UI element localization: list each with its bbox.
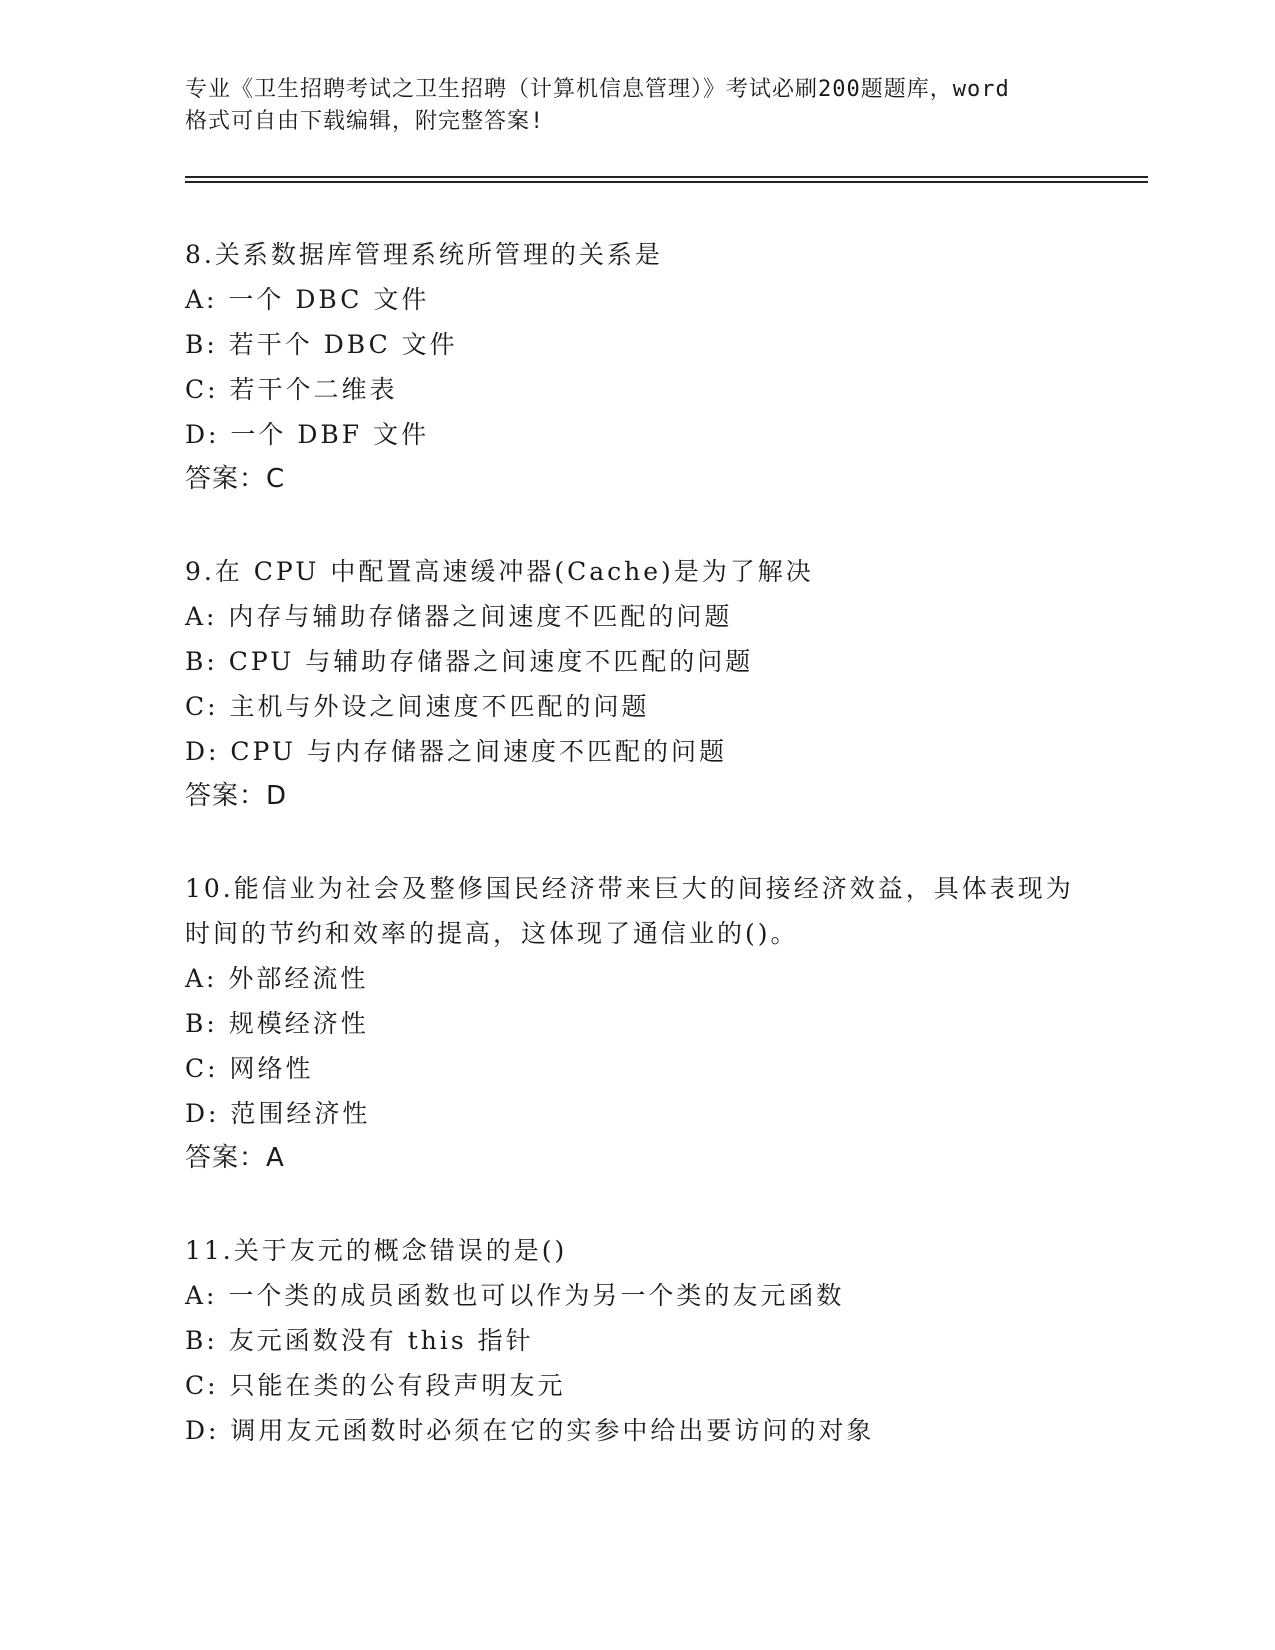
option-b: B: 规模经济性 <box>185 1009 369 1038</box>
question-stem: 9.在 CPU 中配置高速缓冲器(Cache)是为了解决 <box>185 557 814 586</box>
header-line-1: 专业《卫生招聘考试之卫生招聘（计算机信息管理）》考试必刷200题题库，word <box>185 77 1010 102</box>
option-d: D: 范围经济性 <box>185 1099 371 1128</box>
question-stem: 11.关于友元的概念错误的是() <box>185 1236 568 1265</box>
question-stem: 10.能信业为社会及整修国民经济带来巨大的间接经济效益，具体表现为时间的节约和效率的提高，这体现了通信业的()。 <box>185 874 1074 948</box>
option-a: A: 一个 DBC 文件 <box>185 285 430 314</box>
option-b: B: 若干个 DBC 文件 <box>185 330 458 359</box>
header-divider-top <box>185 176 1148 178</box>
option-b: B: 友元函数没有 this 指针 <box>185 1326 534 1355</box>
question-10 <box>185 866 1085 1181</box>
option-c: C: 只能在类的公有段声明友元 <box>185 1371 566 1400</box>
question-stem: 8.关系数据库管理系统所管理的关系是 <box>185 240 663 269</box>
option-c: C: 主机与外设之间速度不匹配的问题 <box>185 692 650 721</box>
option-c: C: 网络性 <box>185 1054 314 1083</box>
option-d: D: 调用友元函数时必须在它的实参中给出要访问的对象 <box>185 1416 875 1445</box>
option-d: D: CPU 与内存储器之间速度不匹配的问题 <box>185 737 727 766</box>
option-a: A: 内存与辅助存储器之间速度不匹配的问题 <box>185 602 733 631</box>
option-a: A: 外部经流性 <box>185 964 369 993</box>
answer-line: 答案：A <box>185 1143 285 1173</box>
document-header <box>185 74 1085 138</box>
option-b: B: CPU 与辅助存储器之间速度不匹配的问题 <box>185 647 754 676</box>
answer-line: 答案：D <box>185 781 288 811</box>
question-list <box>185 232 1085 1500</box>
option-c: C: 若干个二维表 <box>185 375 398 404</box>
option-d: D: 一个 DBF 文件 <box>185 420 430 449</box>
option-a: A: 一个类的成员函数也可以作为另一个类的友元函数 <box>185 1281 845 1310</box>
question-9 <box>185 549 1085 819</box>
header-line-2: 格式可自由下载编辑，附完整答案! <box>185 109 545 134</box>
header-divider-bottom <box>185 181 1148 183</box>
question-8 <box>185 232 1085 502</box>
question-11 <box>185 1228 1085 1453</box>
answer-line: 答案：C <box>185 464 286 494</box>
